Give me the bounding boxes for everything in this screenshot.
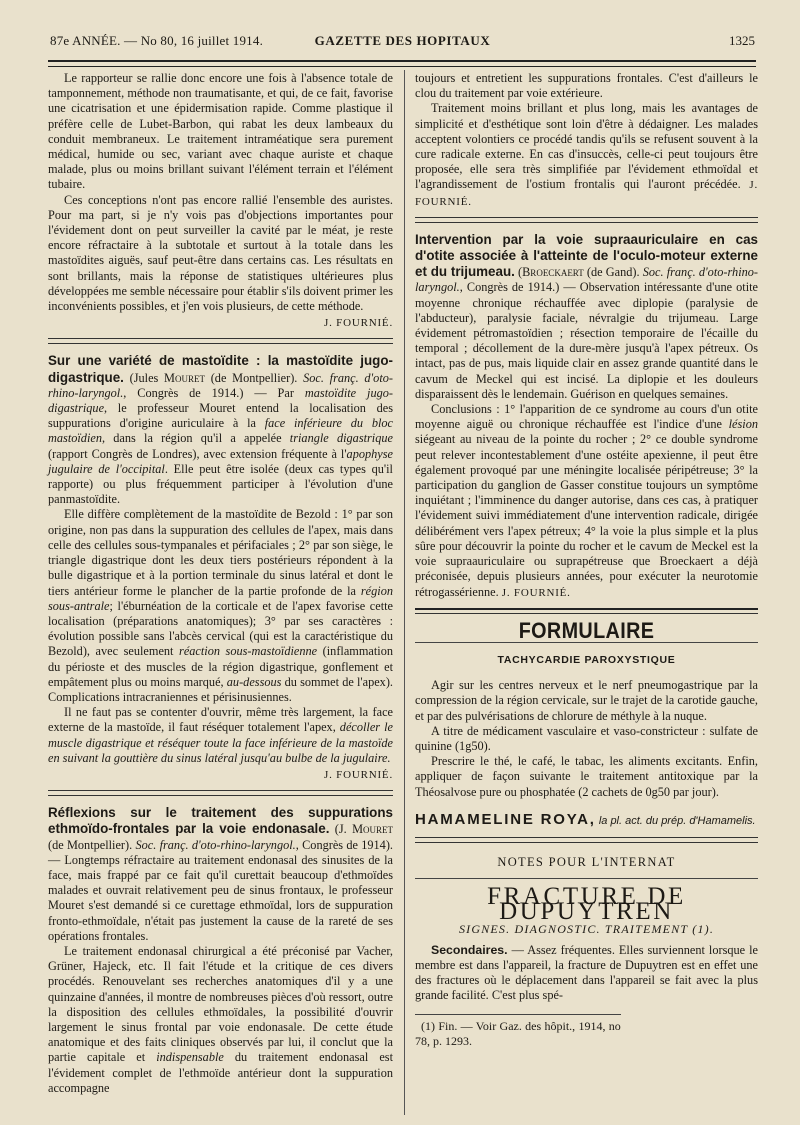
- section-separator: [415, 217, 758, 223]
- article-title-fracture: FRACTURE DE DUPUYTREN: [487, 883, 686, 926]
- header-journal-title: GAZETTE DES HOPITAUX: [314, 33, 491, 48]
- paragraph: Elle diffère complètement de la mastoïdite de Bezold : 1° par son origine, non pas dans la suppuration des cellules de l'apex, mais dans celle des cellules sous-tympanales et périfaciales ; 2° par son siège, le triangle digastrique dont les deux tiers postérieurs répondent à la bulle digastrique et à la portion terminale du sinus latéral et dont le tiers antérieur forme le plancher de la partie profonde de la région sous-antrale; l'éburnéation de la corticale et de l'apex favorise cette localisation (préparations anatomiques); 3° par ses caractères : évolution possible sans l'abcès cervical (qui est la caractéristique du Bezold), avec seulement réaction sous-mastoïdienne (inflammation du périoste et des muscles de la région digastrique, gonflement et empâtement plus ou moins marqué, au-dessous du sommet de l'apex). Complications intracraniennes et périsinusiennes.: [48, 507, 394, 704]
- article-title: Réflexions sur le traitement des suppurations ethmoïdo-frontales par la voie endonasale.: [48, 805, 393, 837]
- ad-tagline: la pl. act. du prép. d'Hamamelis.: [595, 814, 756, 827]
- paragraph: toujours et entretient les suppurations frontales. C'est d'ailleurs le clou du traitement par voie extérieure.: [415, 71, 758, 101]
- author-name: Mouret: [352, 822, 393, 837]
- heading-rule: [415, 878, 758, 879]
- subheading-tachycardie: TACHYCARDIE PAROXYSTIQUE: [497, 653, 676, 666]
- notes-heading: NOTES POUR L'INTERNAT: [497, 854, 676, 869]
- paragraph: Secondaires. — Assez fréquentes. Elles surviennent lorsque le membre est dans l'appareil, la fracture de Dupuytren est en effet une des fractures où le déplacement dans l'appareil se fait avec la plus grande facilité. C'est plus spé-: [415, 942, 758, 1003]
- journal-ref: Soc. franç. d'oto-rhino-laryngol.: [135, 837, 296, 852]
- running-header: [50, 33, 755, 51]
- section-heading-formulaire: FORMULAIRE: [518, 617, 655, 643]
- paragraph: Le rapporteur se rallie donc encore une fois à l'absence totale de tamponnement, méthode non traumatisante, et qui, de ce fait, favorise une cicatrisation et une épidermisation rapide. Comme plastique il préfère celle de Lubet-Barbon, qui rabat les deux lambeaux du conduit membraneux. Le traitement intraméatique sera purement médical, humide ou sec, variant avec chaque auriste et chaque malade, plus ou moins brillant suivant l'élément terrain et l'élément tubaire.: [48, 71, 393, 192]
- paragraph: A titre de médicament vasculaire et vaso-constricteur : sulfate de quinine (1g50).: [415, 723, 758, 753]
- section-separator: [415, 608, 758, 614]
- ad-brand: HAMAMELINE ROYA,: [415, 810, 596, 828]
- section-separator: [48, 790, 393, 796]
- paragraph: Conclusions : 1° l'apparition de ce syndrome au cours d'un otite moyenne aiguë ou chronique réchauffée est l'indice d'une lésion siégeant au niveau de la pointe du rocher ; 2° ce double syndrome peut relever incontestablement d'une ostéite apexienne, il peut être également provoqué par une méningite localisée péripétreuse; 3° la participation du ganglion de Gasser constitue toujours un symptôme inquiétant ; l'imminence du danger autorise, dans ces cas, à pratiquer l'évidement suivi immédiatement d'une intervention radicale, dirigée délibérément vers l'apex pétreux; 4° la voie la plus simple et la plus sûre pour découvrir la pointe du rocher et le cavum de Meckel est la voie supraauriculaire ou suprapétreuse que Broeckaert a déjà préconisée, depuis plusieurs années, pour exécuter la neurotomie rétrogassérienne. J. FOURNIÉ.: [415, 402, 758, 599]
- paragraph: Le traitement endonasal chirurgical a été préconisé par Vacher, Grüner, Hajeck, etc. Il fait l'étude et la critique de ces divers procédés. Renouvelant ses recherches anatomiques d'il y a une quinzaine d'années, il montre de nombreuses pièces d'où ressort, outre la disposition des cellules ethmoïdales, la possibilité d'ouvrir largement le sinus frontal par voie endonasale. De cette étude anatomique et des faits cliniques observés par lui, il conclut que la partie capitale et indispensable du traitement endonasal est l'évidement complet de l'ethmoïde antérieur dont la suppuration accompagne: [48, 943, 393, 1095]
- journal-ref: Soc. franç. d'oto-rhino-laryngol.: [48, 370, 393, 400]
- article-title: Intervention par la voie supraauriculaire en cas d'otite associée à l'atteinte de l'oculo-moteur externe et du trijumeau.: [415, 231, 758, 280]
- paragraph: Ces conceptions n'ont pas encore rallié l'ensemble des auristes. Pour ma part, si je n'y vois pas d'objections importantes pour l'évidement dont on peut surveiller la cavité par le méat, je reste encore réfractaire à la subtotale et surtout à la totale dans les mastoïdites aiguës, sauf peut-être dans certains cas. Les résultats en sont brillants, mais la réponse de statistiques ultérieures plus développées me semble nécessaire pour établir s'ils doivent primer les inconvénients possibles, et j'en vois plusieurs, de cette méthode.: [48, 192, 393, 314]
- signature: J. FOURNIÉ.: [324, 768, 393, 781]
- header-issue: 87e ANNÉE. — No 80, 16 juillet 1914.: [50, 33, 264, 48]
- paragraph: Prescrire le thé, le café, le tabac, les aliments excitants. Enfin, appliquer de façon suivante le traitement antitoxique par la Théosalvose pure ou phosphatée (2 cachets de 0g50 par jour).: [415, 754, 758, 799]
- author-name: Mouret: [164, 370, 205, 385]
- paragraph: Traitement moins brillant et plus long, mais les avantages de simplicité et d'esthétique sont loin d'être à dédaigner. Les malades acceptent volontiers ce procédé tandis qu'ils se refusent souvent à la cure radicale externe. En cas d'insuccès, celle-ci peut toujours être proposée, elle sera très simplifiée par l'évidement ethmoïdal et l'agrandissement de l'ostium frontalis qui l'auront précédée. J. FOURNIÉ.: [415, 101, 758, 208]
- signature: J. FOURNIÉ.: [501, 586, 571, 599]
- header-page-number: 1325: [729, 33, 755, 48]
- advertisement: [415, 812, 758, 829]
- author-name: Broeckaert: [522, 265, 584, 280]
- header-rule: [48, 60, 756, 67]
- section-separator: [48, 338, 393, 344]
- signature: J. FOURNIÉ.: [324, 317, 393, 330]
- signature: J. FOURNIÉ.: [415, 179, 758, 208]
- footnote: (1) Fin. — Voir Gaz. des hôpit., 1914, no 78, p. 1293.: [415, 1014, 621, 1049]
- paragraph: Agir sur les centres nerveux et le nerf pneumogastrique par la compression de la région cervicale, sur le trajet de la carotide gauche, et par des pulvérisations de chlorure de méthyle à la nuque.: [415, 678, 758, 723]
- article-title: Sur une variété de mastoïdite : la mastoïdite jugo-digastrique.: [48, 353, 393, 385]
- column-divider: [404, 70, 405, 1115]
- journal-ref: Soc. franç. d'oto-rhino-laryngol.: [415, 265, 758, 295]
- right-column: toujours et entretient les suppurations frontales. C'est d'ailleurs le clou du traitement par voie extérieure. Traitement moins brillant et plus long, mais les avantages de simplicité et d'esthétique sont loin d'être à dédaigner. Les malades acceptent volontiers ce procédé tandis qu'ils se refusent souvent à la cure radicale externe. En cas d'insuccès, celle-ci peut toujours être proposée, elle sera très simplifiée par l'évidement ethmoïdal et l'agrandissement de l'ostium frontalis qui l'auront précédée. J. FOURNIÉ. Intervention par la voie supraauriculaire en cas d'otite associée à l'atteinte de l'oculo-moteur externe et du trijumeau. (Broeckaert (de Gand). Soc. franç. d'oto-rhino-laryngol., Congrès de 1914.) — Observation intéressante d'une otite moyenne chronique réchauffée avec diplopie (paralysie de l'abducteur), paralysie faciale, névralgie du trijumeau. Large évidement pétromastoïdien ; résection temporaire de l'écaille du temporal ; décollement de la dure-mère jusqu'à l'apex pétreux. Os intact, pas de pus, mais liquide clair en assez grande quantité dans le cavum de Meckel qui est incisé. La diplopie et les douleurs disparaissent dès le lendemain. Guérison en quelques semaines. Conclusions : 1° l'apparition de ce syndrome au cours d'un otite moyenne aiguë ou chronique réchauffée est l'indice d'une lésion siégeant au niveau de la pointe du rocher ; 2° ce double syndrome peut relever incontestablement d'une ostéite apexienne, il peut être également provoqué par une méningite localisée péripétreuse; 3° la participation du ganglion de Gasser constitue toujours un symptôme inquiétant ; l'imminence du danger autorise, dans ces cas, à pratiquer l'évidement suivi immédiatement d'une intervention radicale, dirigée délibérément vers l'apex pétreux; 4° la voie la plus simple et la plus sûre pour découvrir la pointe du rocher et le cavum de Meckel est la voie supraauriculaire ou suprapétreuse que Broeckaert a déjà préconisée, depuis plusieurs années, pour exécuter la neurotomie rétrogassérienne. J. FOURNIÉ. FORMULAIRE TACHYCARDIE PAROXYSTIQUE Agir sur les centres nerveux et le nerf pneumogastrique par la compression de la région cervicale, sur le trajet de la carotide gauche, et par des pulvérisations de chlorure de méthyle à la nuque. A titre de médicament vasculaire et vaso-constricteur : sulfate de quinine (1g50). Prescrire le thé, le café, le tabac, les aliments excitants. Enfin, appliquer de façon suivante le traitement antitoxique par la Théosalvose pure ou phosphatée (2 cachets de 0g50 par jour). HAMAMELINE ROYA, la pl. act. du prép. d'Hamamelis. NOTES POUR L'INTERNAT FRACTURE DE DUPUYTREN SIGNES. DIAGNOSTIC. TRAITEMENT (1). Secondaires. — Assez fréquentes. Elles surviennent lorsque le membre est dans l'appareil, la fracture de Dupuytren est en effet une des fractures où le déplacement dans l'appareil se fait avec la plus grande facilité. C'est plus spé- (1) Fin. — Voir Gaz. des hôpit., 1914, no 78, p. 1293.: [415, 71, 758, 1048]
- left-column: Le rapporteur se rallie donc encore une fois à l'absence totale de tamponnement, méthode non traumatisante, et qui, de ce fait, favorise une cicatrisation et une épidermisation rapide. Comme plastique il préfère celle de Lubet-Barbon, qui rabat les deux lambeaux du conduit membraneux. Le traitement intraméatique sera purement médical, humide ou sec, variant avec chaque auriste et chaque malade, plus ou moins brillant suivant l'élément terrain et l'élément tubaire. Ces conceptions n'ont pas encore rallié l'ensemble des auristes. Pour ma part, si je n'y vois pas d'objections importantes pour l'évidement dont on peut surveiller la cavité par le méat, je reste encore réfractaire à la subtotale et surtout à la totale dans les mastoïdites aiguës, sauf peut-être dans certains cas. Les résultats en sont brillants, mais la réponse de statistiques ultérieures plus développées me semble nécessaire pour établir s'ils doivent primer les inconvénients possibles, et j'en vois plusieurs, de cette méthode. J. FOURNIÉ. Sur une variété de mastoïdite : la mastoïdite jugo-digastrique. (Jules Mouret (de Montpellier). Soc. franç. d'oto-rhino-laryngol., Congrès de 1914.) — Par mastoïdite jugo-digastrique, le professeur Mouret entend la localisation des suppurations d'origine auriculaire à la face inférieure du bloc mastoïdien, dans la région qu'il a appelée triangle digastrique (rapport Congrès de Londres), avec extension fréquente à l'apophyse jugulaire de l'occipital. Elle peut être isolée (deux cas types qu'il rapporte) ou plus fréquemment participer à l'évolution d'une panmastoïdite. Elle diffère complètement de la mastoïdite de Bezold : 1° par son origine, non pas dans la suppuration des cellules de l'apex, mais dans celle des cellules sous-tympanales et périfaciales ; 2° par son siège, le triangle digastrique dont les deux tiers postérieurs répondent à la bulle digastrique et à la portion terminale du sinus latéral et dont le tiers antérieur forme le plancher de la partie profonde de la région sous-antrale; l'éburnéation de la corticale et de l'apex favorise cette localisation (préparations anatomiques); 3° par ses caractères : évolution possible sans l'abcès cervical (qui est la caractéristique du Bezold), avec seulement réaction sous-mastoïdienne (inflammation du périoste et des muscles de la région digastrique, gonflement et empâtement plus ou moins marqué, au-dessous du sommet de l'apex). Complications intracraniennes et périsinusiennes. Il ne faut pas se contenter d'ouvrir, même très largement, la face externe de la mastoïde, il faut réséquer totalement l'apex, décoller le muscle digastrique et réséquer toute la face inférieure de la mastoïde en suivant la gouttière du sinus latéral jusqu'au bulbe de la jugulaire. J. FOURNIÉ. Réflexions sur le traitement des suppurations ethmoïdo-frontales par la voie endonasale. (J. Mouret (de Montpellier). Soc. franç. d'oto-rhino-laryngol., Congrès de 1914). — Longtemps réfractaire au traitement endonasal des sinusites de la face, mais frappé par ce fait qu'il curettait beaucoup d'ethmoïdes malades et ouvrait relativement peu de sinus frontaux, le professeur Mouret s'est demandé si ce curettage ethmoïdal, lors de suppuration fronto-ethmoïdale, n'était pas justement la cause de la rareté de ses opérations frontales. Le traitement endonasal chirurgical a été préconisé par Vacher, Grüner, Hajeck, etc. Il fait l'étude et la critique de ces divers procédés. Renouvelant ses recherches anatomiques d'il y a une quinzaine d'années, il montre de nombreuses pièces d'où ressort, outre la disposition des cellules ethmoïdales, la possibilité d'ouvrir largement le sinus frontal par voie endonasale. De cette étude anatomique et des faits cliniques observés par lui, il conclut que la partie capitale et indispensable du traitement endonasal est l'évidement complet de l'ethmoïde antérieur dont la suppuration accompagne: [48, 71, 394, 1095]
- paragraph: Il ne faut pas se contenter d'ouvrir, même très largement, la face externe de la mastoïde, il faut réséquer totalement l'apex, décoller le muscle digastrique et réséquer toute la face inférieure de la mastoïde en suivant la gouttière du sinus latéral jusqu'au bulbe de la jugulaire.: [48, 705, 393, 765]
- subtitle-signes: SIGNES. DIAGNOSTIC. TRAITEMENT (1).: [458, 921, 715, 936]
- section-separator: [415, 837, 758, 843]
